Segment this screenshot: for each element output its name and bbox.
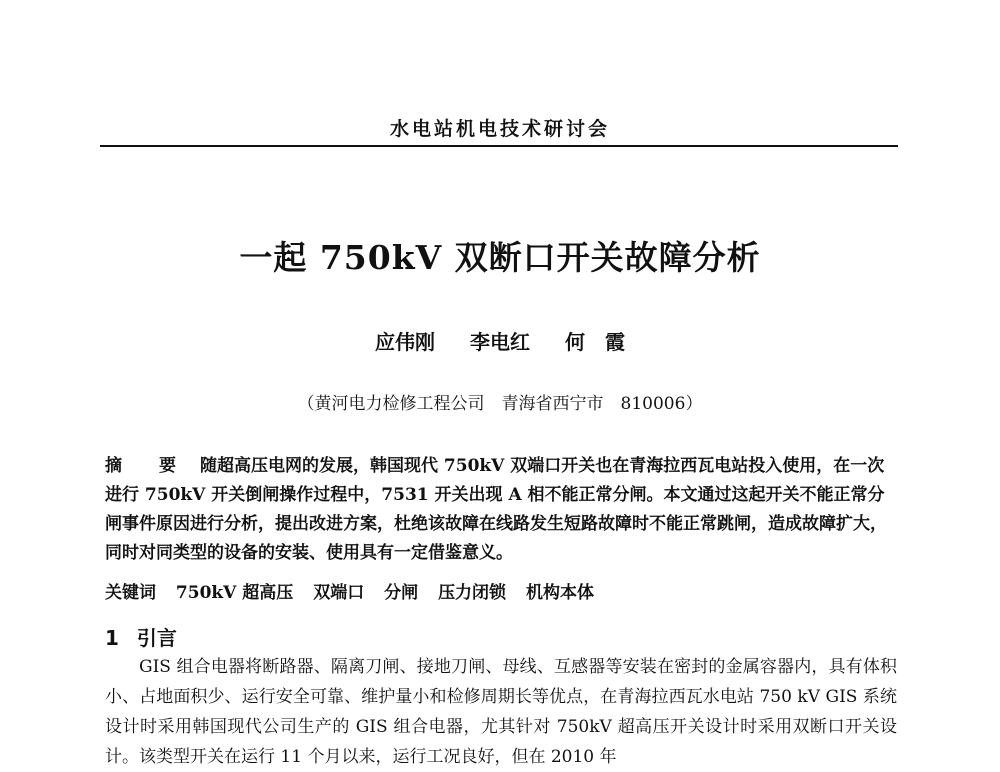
keyword-1: 750kV 超高压 [175, 583, 294, 603]
author-list [0, 326, 1000, 355]
header-rule [100, 145, 898, 147]
keywords-label: 关键词 [105, 583, 156, 603]
author-1: 应伟刚 [375, 330, 436, 354]
section-number: 1 [105, 626, 119, 650]
keyword-2: 双端口 [313, 583, 365, 603]
keyword-5: 机构本体 [525, 583, 594, 603]
paper-title: 一起 750kV 双断口开关故障分析 [239, 238, 761, 277]
section-heading [105, 622, 177, 651]
author-3: 何 霞 [564, 330, 625, 354]
abstract [105, 452, 895, 568]
body-paragraph: GIS 组合电器将断路器、隔离刀闸、接地刀闸、母线、互感器等安装在密封的金属容器内，具有体积小、占地面积少、运行安全可靠、维护量小和检修周期长等优点，在青海拉西瓦水电站 750 kV GIS 系统设计时采用韩国现代公司生产的 GIS 组合电器，尤其针对 750kV 超高压开关设计时采用双断口开关设计。该类型开关在运行 11 个月以来，运行工况良好，但在 2010 年 [105, 657, 897, 767]
keyword-4: 压力闭锁 [438, 583, 507, 603]
keyword-3: 分闸 [384, 583, 419, 603]
keywords [105, 578, 895, 603]
affiliation: （黄河电力检修工程公司 青海省西宁市 810006） [297, 394, 703, 414]
section-title: 引言 [136, 626, 177, 650]
abstract-label: 摘 要 [105, 456, 186, 476]
abstract-text: 随超高压电网的发展，韩国现代 750kV 双端口开关也在青海拉西瓦电站投入使用，在一次进行 750kV 开关倒闸操作过程中，7531 开关出现 A 相不能正常分闸。本文通过这起开关不能正常分闸事件原因进行分析，提出改进方案，杜绝该故障在线路发生短路故障时不能正常跳闸，造成故障扩大，同时对同类型的设备的安装、使用具有一定借鉴意义。 [105, 456, 887, 563]
body-text [105, 652, 897, 772]
author-2: 李电红 [470, 330, 530, 354]
running-header: 水电站机电技术研讨会 [389, 118, 610, 140]
